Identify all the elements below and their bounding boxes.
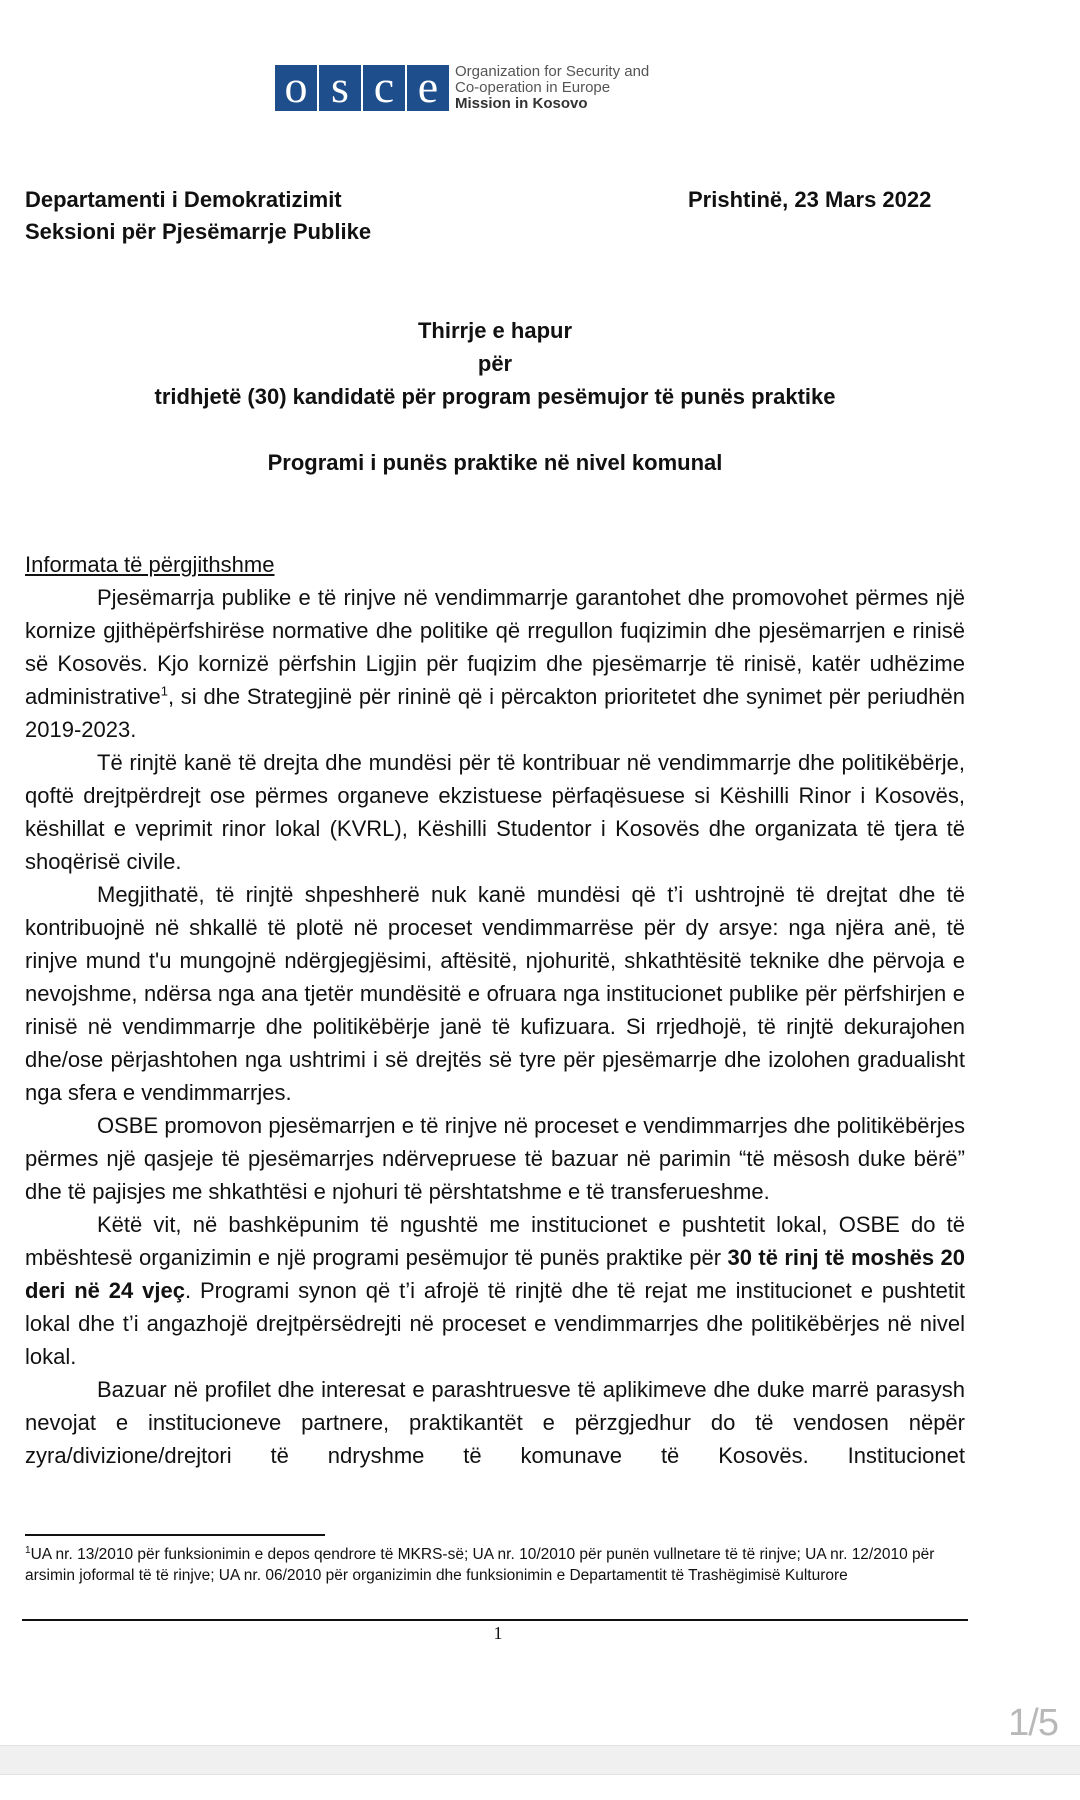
highlight-participants: 30 të rinj të moshës 20 deri në 24 vjeç <box>25 1245 966 1303</box>
section-name: Seksioni për Pjesëmarrje Publike <box>25 219 372 244</box>
document-subtitle: Programi i punës praktike në nivel komunal <box>267 450 723 475</box>
viewer-scrollbar[interactable] <box>0 1745 1080 1775</box>
logo-line-3: Mission in Kosovo <box>455 95 588 112</box>
osce-logo <box>275 61 650 112</box>
footnote <box>25 1544 970 1586</box>
title-line-2: për <box>477 351 513 376</box>
title-line-3: tridhjetë (30) kandidatë për program pesëmujor të punës praktike <box>154 384 836 409</box>
paragraph-6: Bazuar në profilet dhe interesat e parashtruesve të aplikimeve dhe duke marrë parasysh nevojat e institucioneve partnere, praktikantët e përzgjedhur do të vendosen nëpër zyra/divizione/drejtori të ndryshme të komunave të Kosovës. Institucionet <box>25 1377 965 1468</box>
page-footer-rule <box>22 1619 968 1621</box>
footnote-text: UA nr. 13/2010 për funksionimin e depos qendrore të MKRS-së; UA nr. 10/2010 për punën vullnetare të të rinjve; UA nr. 12/2010 për arsimin joformal të të rinjve; UA nr. 06/2010 për organizimin dhe funksionimin e Departamentit të Trashëgimisë Kulturore <box>25 1546 935 1584</box>
paragraph-5: Këtë vit, në bashkëpunim të ngushtë me institucionet e pushtetit lokal, OSBE do të mbështesë organizimin e një programi pesëmujor të punës praktike për 30 të rinj të moshës 20 deri në 24 vjeç. Programi synon që t’i afrojë të rinjtë dhe të rejat me institucionet e pushtetit lokal dhe t’i angazhojë drejtpërsëdrejti në proceset e vendimmarrjes dhe politikëbërjes në nivel lokal. <box>25 1212 966 1369</box>
footnote-mark: 1 <box>25 1544 31 1556</box>
department-name: Departamenti i Demokratizimit <box>25 187 342 212</box>
section-heading: Informata të përgjithshme <box>25 552 275 577</box>
logo-letter-e: e <box>407 65 449 111</box>
footnote-ref[interactable]: 1 <box>160 683 168 699</box>
paragraph-4: OSBE promovon pjesëmarrjen e të rinjve në proceset e vendimmarrjes dhe politikëbërjes përmes një qasjeje të pjesëmarrjes ndërvepruese të bazuar në parimin “të mësosh duke bërë” dhe të pajisjes me shkathtësi e njohuri të përshtatshme e të transferueshme. <box>25 1113 965 1204</box>
footnote-separator <box>25 1534 325 1536</box>
logo-line-2: Co-operation in Europe <box>455 79 611 96</box>
place-date: Prishtinë, 23 Mars 2022 <box>688 187 932 212</box>
paragraph-1: Pjesëmarrja publike e të rinjve në vendimmarrje garantohet dhe promovohet përmes një kornize gjithëpërfshirëse normative dhe politike që rregullon fuqizimin dhe pjesëmarrjen e rinisë së Kosovës. Kjo kornizë përfshin Ligjin për fuqizim dhe pjesëmarrje të rinisë, katër udhëzime administrative$^1$, si dhe Strategjinë për rininë që i përcakton prioritetet dhe synimet për periudhën 2019-2023. <box>25 585 965 742</box>
paragraph-3: Megjithatë, të rinjtë shpeshherë nuk kanë mundësi që t’i ushtrojnë të drejtat dhe të kontribuojnë në shkallë të plotë në proceset vendimmarrëse për dy arsye: nga njëra anë, të rinjve mund t'u mungojnë ndërgjegjësimi, aftësitë, njohuritë, shkathtësitë teknike dhe përvoja e nevojshme, ndërsa nga ana tjetër mundësitë e ofruara nga institucionet publike për përfshirjen e rinisë në vendimmarrje dhe politikëbërje janë të kufizuara. Si rrjedhojë, të rinjtë dekurajohen dhe/ose përjashtohen nga ushtrimi i së drejtës së tyre për pjesëmarrje dhe izolohen gradualisht nga sfera e vendimmarrjes. <box>25 882 965 1105</box>
logo-letter-s: s <box>319 65 361 111</box>
logo-letter-o: o <box>275 65 317 111</box>
osce-logo-mark <box>275 61 449 112</box>
logo-line-1: Organization for Security and <box>455 63 650 80</box>
page-counter: 1/5 <box>1008 1702 1058 1744</box>
paragraph-2: Të rinjtë kanë të drejta dhe mundësi për të kontribuar në vendimmarrje dhe politikëbërje, qoftë drejtpërdrejt ose përmes organeve ekzistuese përfaqësuese si Këshilli Rinor i Kosovës, këshillat e veprimit rinor lokal (KVRL), Këshilli Studentor i Kosovës dhe organizata të tjera të shoqërisë civile. <box>25 750 965 874</box>
sender-block <box>25 184 371 248</box>
page-number: 1 <box>493 1623 503 1643</box>
document-body <box>25 581 965 1472</box>
title-line-1: Thirrje e hapur <box>417 318 573 343</box>
osce-logo-text <box>455 64 649 112</box>
logo-letter-c: c <box>363 65 405 111</box>
